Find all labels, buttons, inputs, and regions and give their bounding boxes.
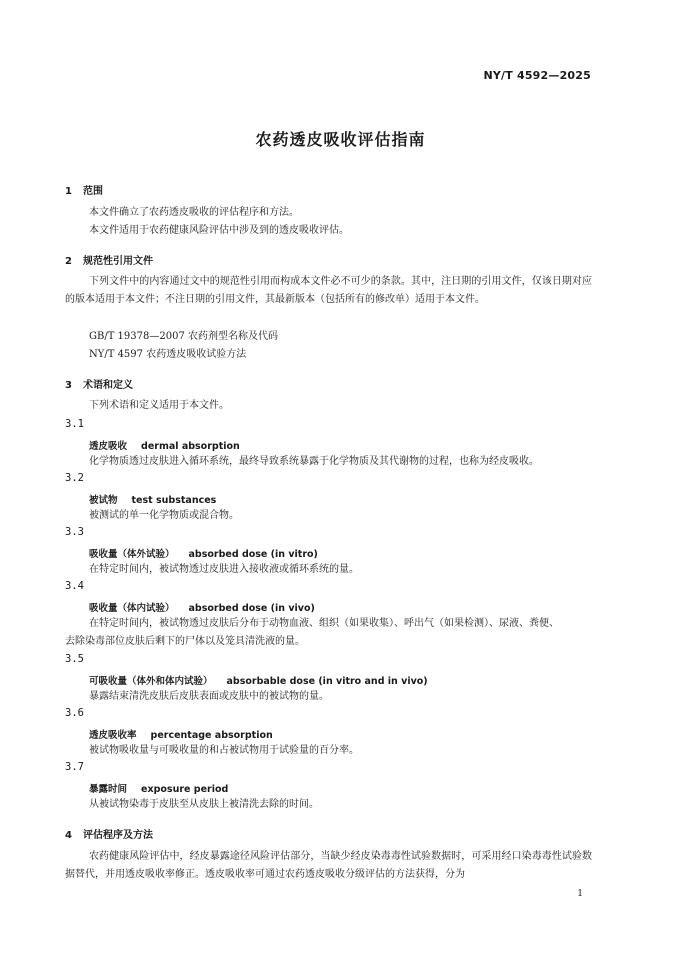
term-number: 3.2 (65, 472, 84, 484)
term-definition: 被测试的单一化学物质或混合物。 (89, 510, 239, 521)
section-number: 4 (65, 830, 72, 841)
section-1-line-1: 本文件确立了农药透皮吸收的评估程序和方法。 (89, 207, 299, 218)
section-title: 评估程序及方法 (83, 830, 153, 841)
section-2-heading (65, 252, 153, 267)
section-number: 1 (65, 186, 72, 197)
term-zh: 透皮吸收率 (89, 730, 137, 741)
section-number: 2 (65, 256, 72, 267)
term-zh: 吸收量（体内试验） (89, 603, 175, 614)
term-zh: 吸收量（体外试验） (89, 549, 175, 560)
term-definition: 暴露结束清洗皮肤后皮肤表面或皮肤中的被试物的量。 (89, 691, 329, 702)
section-title: 范围 (83, 186, 103, 197)
section-4-heading (65, 826, 153, 841)
section-1-line-2: 本文件适用于农药健康风险评估中涉及到的透皮吸收评估。 (89, 225, 349, 236)
term-definition-line-1: 在特定时间内，被试物透过皮肤后分布于动物血液、组织（如果收集）、呼出气（如果检测）、尿液、粪便、 (89, 618, 559, 629)
term-en: absorbed dose (in vitro) (188, 549, 318, 560)
term-heading (89, 546, 318, 560)
document-title: 农药透皮吸收评估指南 (255, 130, 426, 149)
term-zh: 透皮吸收 (89, 441, 128, 452)
term-heading (89, 727, 273, 741)
term-en: dermal absorption (141, 441, 240, 452)
term-zh: 可吸收量（体外和体内试验） (89, 676, 213, 687)
term-heading (89, 781, 228, 795)
section-2-paragraph: 下列文件中的内容通过文中的规范性引用而构成本文件必不可少的条款。其中，注日期的引用文件，仅该日期对应的版本适用于本文件；不注日期的引用文件，其最新版本（包括所有的修改单）适用于本文件。 (65, 276, 592, 305)
term-en: percentage absorption (150, 730, 273, 741)
term-en: exposure period (141, 784, 229, 795)
term-definition: 在特定时间内，被试物透过皮肤进入接收液或循环系统的量。 (89, 564, 359, 575)
term-number: 3.3 (65, 526, 84, 538)
reference-item: NY/T 4597 农药透皮吸收试验方法 (89, 349, 247, 360)
section-3-heading (65, 376, 133, 391)
term-definition: 从被试物染毒于皮肤至从皮肤上被清洗去除的时间。 (89, 799, 319, 810)
section-number: 3 (65, 380, 72, 391)
term-heading (89, 492, 216, 506)
term-number: 3.6 (65, 707, 84, 719)
section-3-intro: 下列术语和定义适用于本文件。 (89, 400, 229, 411)
reference-item: GB/T 19378—2007 农药剂型名称及代码 (89, 331, 278, 342)
term-definition-line-2: 去除染毒部位皮肤后剩下的尸体以及笼具清洗液的量。 (65, 636, 305, 647)
section-title: 规范性引用文件 (83, 256, 153, 267)
term-heading (89, 600, 315, 614)
term-number: 3.7 (65, 761, 84, 773)
section-title: 术语和定义 (83, 380, 133, 391)
section-4-paragraph: 农药健康风险评估中，经皮暴露途径风险评估部分，当缺少经皮染毒毒性试验数据时，可采用经口染毒毒性试验数据替代，并用透皮吸收率修正。透皮吸收率可通过农药透皮吸收分级评估的方法获得，分为 (65, 851, 592, 880)
document-code: NY/T 4592—2025 (483, 69, 591, 82)
section-1-heading (65, 182, 103, 197)
term-en: absorbable dose (in vitro and in vivo) (226, 676, 428, 687)
term-zh: 暴露时间 (89, 784, 128, 795)
term-number: 3.1 (65, 418, 84, 430)
term-number: 3.4 (65, 580, 84, 592)
term-heading (89, 438, 240, 452)
term-number: 3.5 (65, 653, 84, 665)
term-en: absorbed dose (in vivo) (188, 603, 315, 614)
term-zh: 被试物 (89, 495, 118, 506)
term-definition: 被试物吸收量与可吸收量的和占被试物用于试验量的百分率。 (89, 745, 359, 756)
page-number: 1 (577, 889, 583, 899)
term-en: test substances (131, 495, 217, 506)
term-definition: 化学物质透过皮肤进入循环系统，最终导致系统暴露于化学物质及其代谢物的过程，也称为经皮吸收。 (89, 456, 539, 467)
term-heading (89, 673, 428, 687)
